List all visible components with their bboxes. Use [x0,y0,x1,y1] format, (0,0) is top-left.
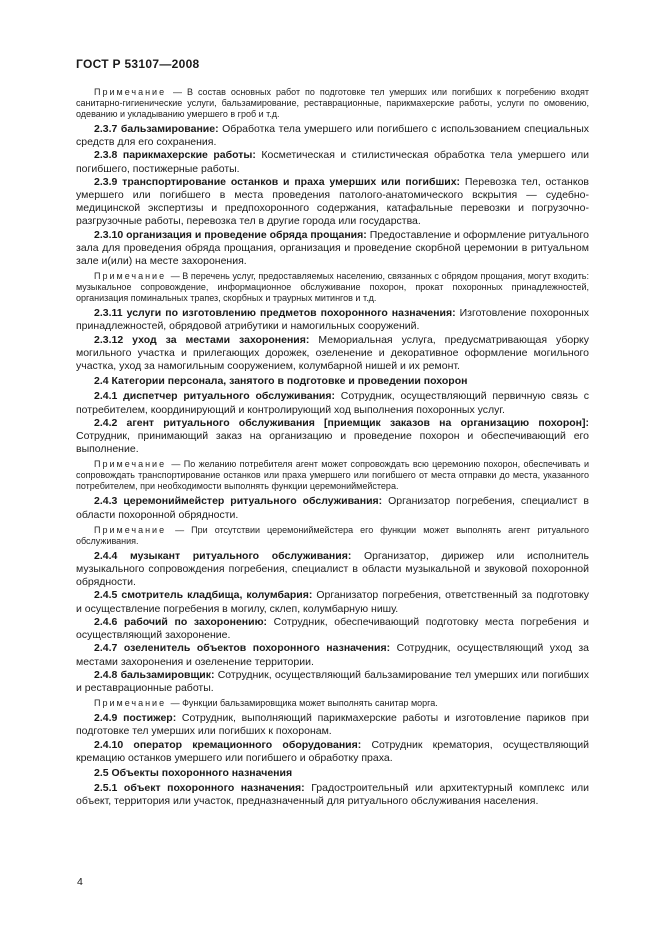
term-definition [76,782,589,808]
note-text: — При отсутствии церемониймейстера его функции может выполнять агент ритуального обслуживания. [76,524,589,546]
document-header: ГОСТ Р 53107—2008 [76,57,200,71]
definition-text: Обработка тела умершего или погибшего с использованием специальных средств для его сохранения. [76,123,589,149]
document-body [76,87,589,809]
definition-text: Мемориальная услуга, предусматривающая уборку могильного участка и прилегающих дорожек, озеленение и декоративное оформление могильного участка, уход за намогильным сооружением, колумбарной нишей и их ремонт. [76,333,590,373]
note-paragraph [76,459,589,492]
term-label: 2.3.12 уход за местами захоронения: [94,333,310,346]
term-definition [76,176,589,229]
note-label: Примечание [94,271,167,282]
definition-text: Сотрудник, выполняющий парикмахерские работы и изготовление париков при подготовке тел умерших или погибших к похоронам. [76,712,589,738]
term-label: 2.4.8 бальзамировщик: [94,668,215,681]
note-paragraph [76,698,589,709]
term-label: 2.4.6 рабочий по захоронению: [94,615,268,628]
term-definition [76,229,589,269]
term-definition [76,390,589,416]
note-label: Примечание [94,459,167,470]
term-definition [76,495,589,521]
definition-text: Сотрудник, осуществляющий первичную связь с потребителем, координирующий и контролирующий ход выполнения похоронных услуг. [76,390,589,416]
note-label: Примечание [94,698,167,709]
definition-text: Сотрудник крематория, осуществляющий кремацию останков умершего или погибшего и обработку праха. [76,738,589,764]
note-label: Примечание [94,524,167,535]
note-text: — По желанию потребителя агент может сопровождать всю церемонию похорон, обеспечивать и сопровождать транспортирование останков или праха умершего или погибшего от места отправки до места, указанного потребителем, при необходимости выполнять функции церемониймейстера. [76,459,589,492]
term-definition [76,669,589,695]
section-heading [76,375,589,388]
note-text: — В состав основных работ по подготовке тел умерших или погибших к погребению входят санитарно-гигиенические услуги, бальзамирование, реставрационные, парикмахерские работы, услуги по омовению, одеванию и укладыванию умершего в гроб и т.д. [76,87,589,119]
definition-text: Перевозка тел, останков умершего или погибшего в места проведения патолого-анатомического вскрытия — судебно-медицинской экспертизы и предпохоронного содержания, катафальные перевозки и погрузочно-разгрузочные работы, перевозка тел в другие города или государства. [76,175,589,228]
term-definition [76,550,589,590]
term-definition [76,616,589,642]
term-label: 2.4.5 смотритель кладбища, колумбария: [94,589,313,602]
term-definition [76,334,589,374]
term-label: 2.5.1 объект похоронного назначения: [94,782,305,795]
term-label: 2.4.1 диспетчер ритуального обслуживания: [94,390,336,403]
term-label: 2.4.10 оператор кремационного оборудования: [94,738,362,751]
term-label: 2.3.9 транспортирование останков и праха умерших или погибших: [94,175,461,188]
term-definition [76,712,589,738]
term-label: 2.3.8 парикмахерские работы: [94,149,256,162]
term-definition [76,417,589,457]
note-paragraph [76,271,589,304]
definition-text: Сотрудник, осуществляющий бальзамирование тел умерших или погибших и реставрационные работы. [76,668,590,694]
term-label: 2.4.7 озеленитель объектов похоронного назначения: [94,642,391,655]
note-text: — Функции бальзамировщика может выполнять санитар морга. [168,698,438,709]
term-definition [76,589,589,615]
term-label: 2.4.2 агент ритуального обслуживания [приемщик заказов на организацию похорон]: [94,416,589,429]
definition-text: Сотрудник, обеспечивающий подготовку места погребения и осуществляющий захоронение. [76,615,589,642]
definition-text: Градостроительный или архитектурный комплекс или объект, территория или участок, предназначенный для ритуального обслуживания населения. [76,782,589,808]
heading-text: 2.5 Объекты похоронного назначения [94,766,293,779]
heading-text: 2.4 Категории персонала, занятого в подготовке и проведении похорон [94,375,468,388]
term-definition [76,642,589,668]
term-definition [76,307,589,333]
note-paragraph [76,525,589,547]
definition-text: Сотрудник, осуществляющий уход за местами захоронения и озеленение территории. [76,642,589,668]
term-definition [76,123,589,149]
definition-text: Организатор, дирижер или исполнитель музыкального сопровождения погребения, специалист в области музыкальной и звуковой похоронной обрядности. [76,549,589,589]
note-paragraph [76,87,589,120]
note-text: — В перечень услуг, предоставляемых населению, связанных с обрядом прощания, могут входить: музыкальное сопровождение, информационное обслуживание похорон, прокат похоронных принадлежностей, организация поминальных трапез, скорбных и траурных митингов и т.д. [76,271,589,304]
definition-text: Организатор погребения, специалист в области похоронной обрядности. [76,495,589,521]
term-definition [76,149,589,175]
section-heading [76,767,589,780]
term-label: 2.3.7 бальзамирование: [94,123,219,135]
term-label: 2.3.11 услуги по изготовлению предметов похоронного назначения: [94,307,456,320]
term-definition [76,739,589,765]
definition-text: Изготовление похоронных принадлежностей, обрядовой атрибутики и намогильных сооружений. [76,307,589,333]
term-label: 2.3.10 организация и проведение обряда прощания: [94,228,367,241]
definition-text: Косметическая и стилистическая обработка тела умершего или погибшего, постижерные работы. [76,149,589,175]
term-label: 2.4.4 музыкант ритуального обслуживания: [94,549,352,562]
page-number: 4 [77,876,83,888]
term-label: 2.4.9 постижер: [94,712,177,725]
term-label: 2.4.3 церемониймейстер ритуального обслуживания: [94,495,383,508]
definition-text: Организатор погребения, ответственный за подготовку и осуществление погребения в могилу, склеп, колумбарную нишу. [76,589,589,615]
definition-text: Сотрудник, принимающий заказ на организацию и проведение похорон и обеспечивающий его выполнение. [76,430,589,456]
note-label: Примечание [94,87,167,97]
definition-text: Предоставление и оформление ритуального зала для проведения обряда прощания, организация и проведение скорбной церемонии в ритуальном зале и(или) на месте захоронения. [76,228,590,268]
